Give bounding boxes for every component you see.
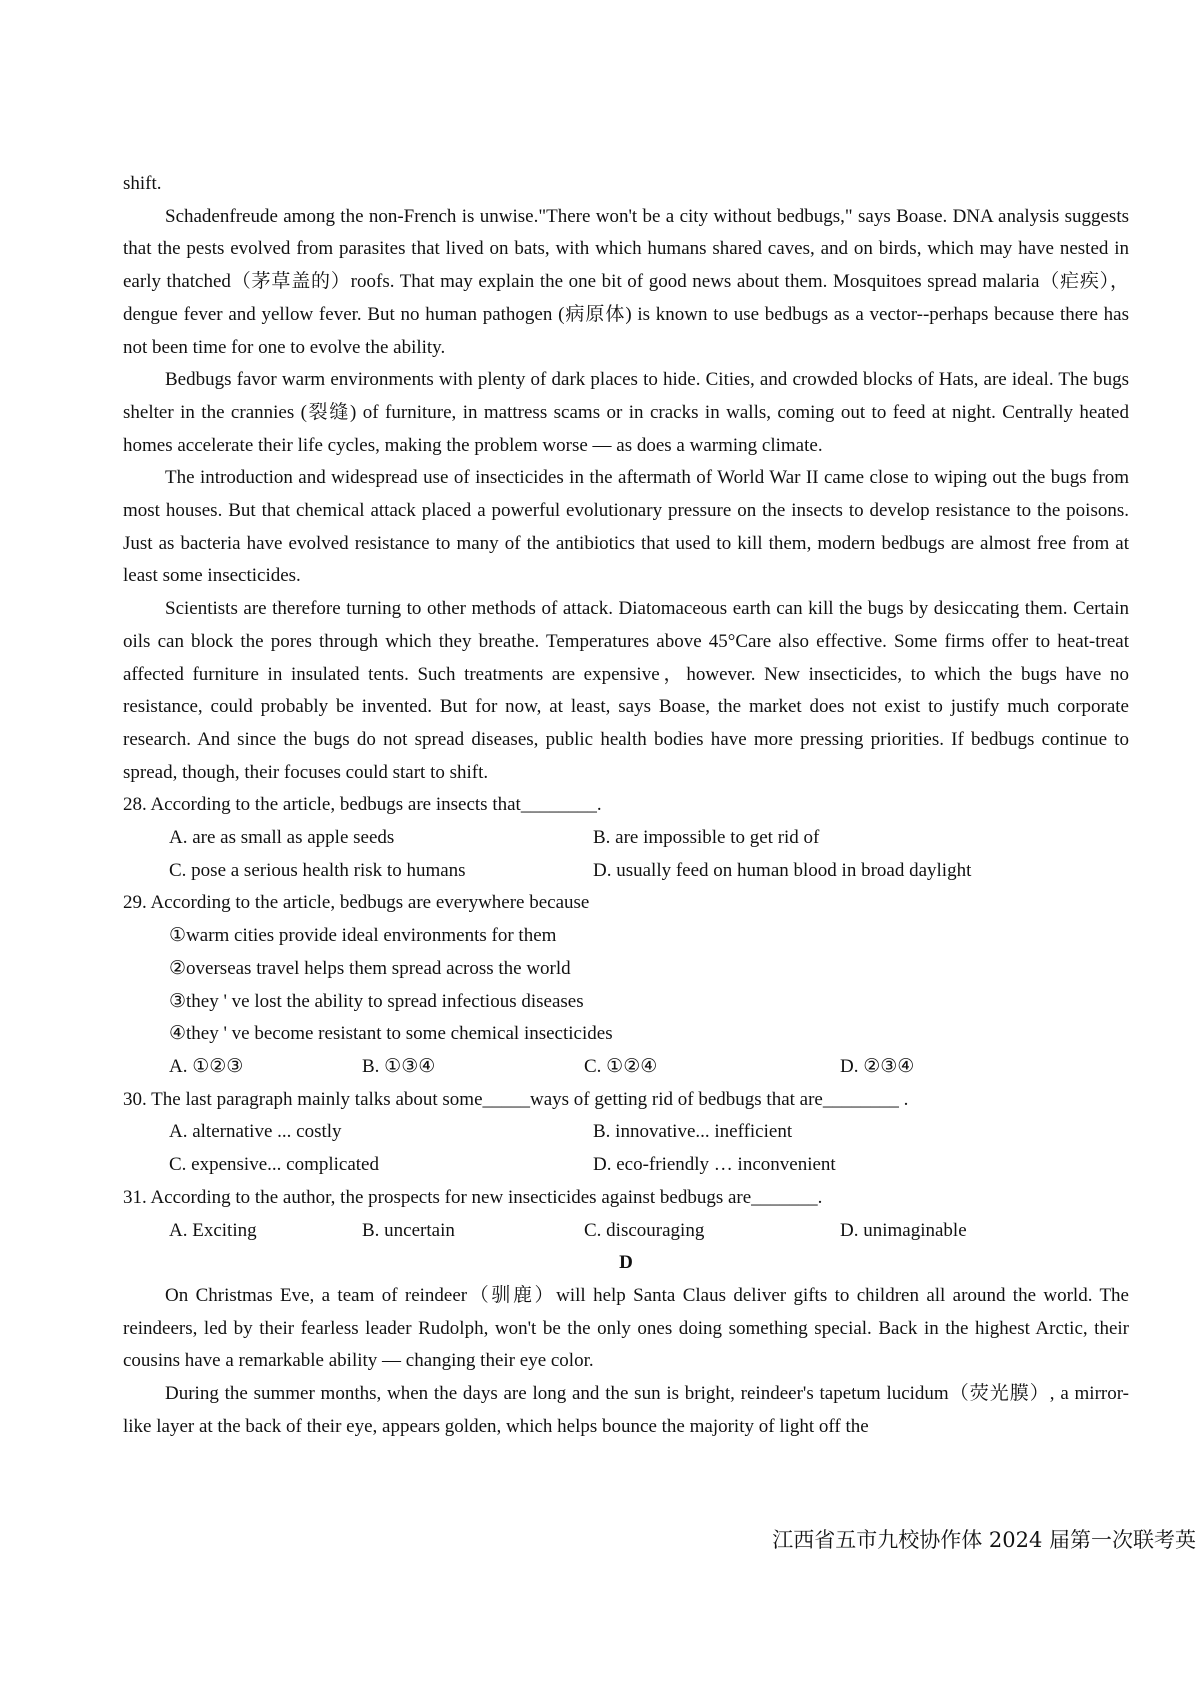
page-footer: 江西省五市九校协作体 2024 届第一次联考英 xyxy=(772,1528,1196,1552)
question-stem: 30. The last paragraph mainly talks about some_____ways of getting rid of bedbugs that are________ . xyxy=(123,1088,909,1110)
statement-1: ①warm cities provide ideal environments for them xyxy=(169,925,557,947)
option-b: B. ①③④ xyxy=(362,1055,436,1077)
answer-options xyxy=(123,1051,1129,1084)
option-d: D. usually feed on human blood in broad daylight xyxy=(593,859,972,881)
option-d: D. eco-friendly … inconvenient xyxy=(593,1154,836,1176)
paragraph-insecticides: The introduction and widespread use of insecticides in the aftermath of World War II came close to wiping out the bugs from most houses. But that chemical attack placed a powerful evolutionary pressure on the insects to develop resistance to the poisons. Just as bacteria have evolved resistance to many of the antibiotics that used to kill them, modern bedbugs are almost free from at least some insecticides. xyxy=(123,467,1129,587)
answer-options xyxy=(123,1116,1129,1181)
option-b: B. are impossible to get rid of xyxy=(593,827,820,849)
option-c: C. pose a serious health risk to humans xyxy=(169,859,466,881)
option-c: C. ①②④ xyxy=(584,1055,658,1077)
paragraph-habitat: Bedbugs favor warm environments with plenty of dark places to hide. Cities, and crowded blocks of Hats, are ideal. The bugs shelter in the crannies (裂缝) of furniture, in mattress scams or in cracks in walls, coming out to feed at night. Centrally heated homes accelerate their life cycles, making the problem worse — as does a warming climate. xyxy=(123,369,1129,456)
question-stem: 31. According to the author, the prospects for new insecticides against bedbugs are_______. xyxy=(123,1186,823,1208)
paragraph-reindeer-eyes: During the summer months, when the days are long and the sun is bright, reindeer's tapetum lucidum（荧光膜）, a mirror-like layer at the back of their eye, appears golden, which helps bounce the majority of light off the xyxy=(123,1383,1129,1437)
statement-2: ②overseas travel helps them spread across the world xyxy=(169,957,571,979)
paragraph-reindeer-intro: On Christmas Eve, a team of reindeer（驯鹿）will help Santa Claus deliver gifts to children all around the world. The reindeers, led by their fearless leader Rudolph, won't be the only ones doing something special. Back in the highest Arctic, their cousins have a remarkable ability — changing their eye color. xyxy=(123,1284,1129,1372)
option-d: D. unimaginable xyxy=(840,1219,967,1241)
option-a: A. ①②③ xyxy=(169,1055,244,1077)
answer-options xyxy=(123,822,1129,887)
option-c: C. expensive... complicated xyxy=(169,1154,379,1176)
page-content xyxy=(123,168,1129,1443)
question-stem: 29. According to the article, bedbugs are everywhere because xyxy=(123,892,590,914)
option-b: B. innovative... inefficient xyxy=(593,1121,793,1143)
paragraph-origins: Schadenfreude among the non-French is unwise."There won't be a city without bedbugs," says Boase. DNA analysis suggests that the pests evolved from parasites that lived on bats, with which humans shared caves, and on birds, which may have nested in early thatched（茅草盖的）roofs. That may explain the one bit of good news about them. Mosquitoes spread malaria（疟疾）， dengue fever and yellow fever. But no human pathogen (病原体) is known to use bedbugs as a vector--perhaps because there has not been time for one to evolve the ability. xyxy=(123,205,1129,358)
paragraph-alternative-methods: Scientists are therefore turning to other methods of attack. Diatomaceous earth can kill the bugs by desiccating them. Certain oils can block the pores through which they breathe. Temperatures above 45°Care also effective. Some firms offer to heat-treat affected furniture in insulated tents. Such treatments are expensive，however. New insecticides, to which the bugs have no resistance, could probably be invented. But for now, at least, says Boase, the market does not exist to justify much corporate research. And since the bugs do not spread diseases, public health bodies have more pressing priorities. If bedbugs continue to spread, though, their focuses could start to shift. xyxy=(123,598,1129,783)
option-c: C. discouraging xyxy=(584,1219,705,1241)
statement-list xyxy=(123,920,1129,1051)
question-29 xyxy=(123,887,1129,1083)
question-stem: 28. According to the article, bedbugs are insects that________. xyxy=(123,794,602,816)
statement-4: ④they ' ve become resistant to some chemical insecticides xyxy=(169,1023,613,1045)
option-b: B. uncertain xyxy=(362,1219,455,1241)
section-title: D xyxy=(619,1252,633,1274)
option-a: A. are as small as apple seeds xyxy=(169,827,395,849)
question-31 xyxy=(123,1182,1129,1247)
option-d: D. ②③④ xyxy=(840,1055,915,1077)
paragraph-continuation: shift. xyxy=(123,173,162,194)
question-28 xyxy=(123,789,1129,887)
question-30 xyxy=(123,1084,1129,1182)
option-a: A. Exciting xyxy=(169,1219,257,1241)
answer-options xyxy=(123,1215,1129,1248)
option-a: A. alternative ... costly xyxy=(169,1121,342,1143)
statement-3: ③they ' ve lost the ability to spread infectious diseases xyxy=(169,990,584,1012)
